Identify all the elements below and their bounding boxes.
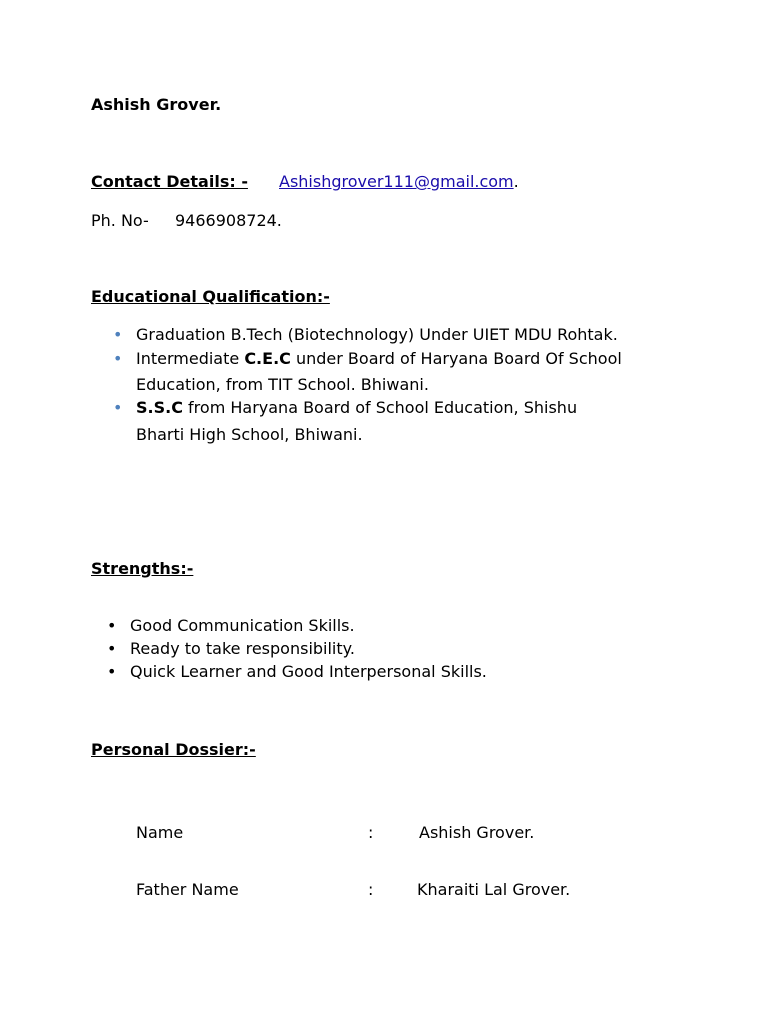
education-item-3: S.S.C from Haryana Board of School Education, Shishu — [136, 398, 578, 417]
bullet-icon: • — [107, 662, 117, 681]
contact-heading: Contact Details: - — [91, 172, 248, 191]
dossier-label: Name — [136, 823, 184, 842]
strength-item: Quick Learner and Good Interpersonal Skills. — [130, 662, 487, 681]
dossier-heading: Personal Dossier:- — [91, 740, 256, 759]
strength-item: Good Communication Skills. — [130, 616, 355, 635]
dossier-label: Father Name — [136, 880, 239, 899]
strength-item: Ready to take responsibility. — [130, 639, 355, 658]
dossier-value: Ashish Grover. — [419, 823, 535, 842]
education-item-1: Graduation B.Tech (Biotechnology) Under UIET MDU Rohtak. — [136, 325, 618, 344]
education-item-3-cont: Bharti High School, Bhiwani. — [136, 425, 363, 444]
email-link[interactable]: Ashishgrover111@gmail.com — [279, 172, 514, 191]
phone-number: 9466908724. — [175, 211, 282, 230]
bullet-icon: • — [113, 325, 123, 344]
strengths-heading: Strengths:- — [91, 559, 194, 578]
education-heading: Educational Qualification:- — [91, 287, 330, 306]
bullet-icon: • — [113, 398, 123, 417]
phone-label: Ph. No- — [91, 211, 149, 230]
dossier-sep: : — [368, 880, 374, 899]
dossier-sep: : — [368, 823, 374, 842]
bullet-icon: • — [107, 639, 117, 658]
education-item-2: Intermediate C.E.C under Board of Haryana Board Of School — [136, 349, 622, 368]
email-suffix: . — [513, 172, 519, 191]
dossier-value: Kharaiti Lal Grover. — [417, 880, 571, 899]
resume-name: Ashish Grover. — [91, 95, 222, 114]
contact-email-line — [279, 174, 519, 190]
bullet-icon: • — [107, 616, 117, 635]
education-item-2-cont: Education, from TIT School. Bhiwani. — [136, 375, 429, 394]
bullet-icon: • — [113, 349, 123, 368]
